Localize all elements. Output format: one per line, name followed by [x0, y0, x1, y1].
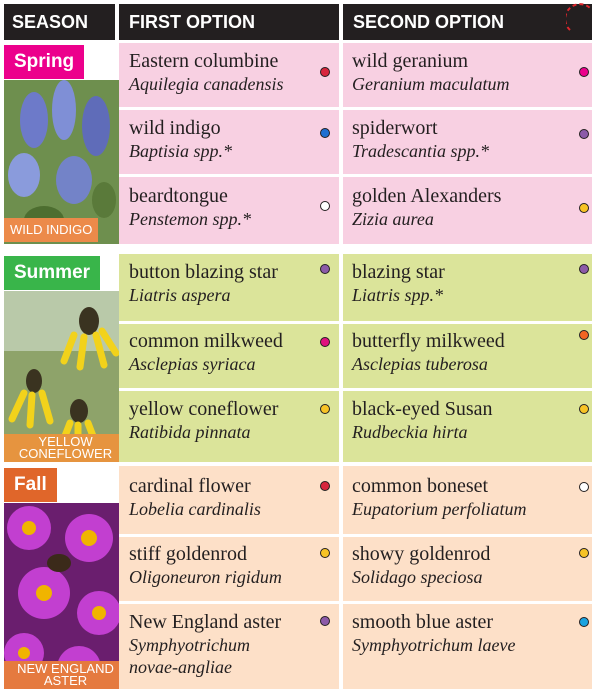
row-divider — [119, 321, 592, 324]
row-divider — [119, 534, 592, 537]
plant-cell-first — [129, 610, 281, 678]
common-name: wild geranium — [352, 50, 469, 72]
plant-cell-second — [352, 397, 493, 443]
header-season — [4, 4, 115, 40]
bloom-color-dot — [320, 67, 330, 77]
bloom-color-dot — [579, 482, 589, 492]
common-name: New England aster — [129, 611, 282, 633]
season-spring — [4, 43, 119, 244]
plant-cell-second — [352, 542, 490, 588]
column-divider — [339, 40, 343, 689]
header-second-option — [343, 4, 592, 40]
scientific-name: Geranium maculatum — [352, 74, 510, 94]
plant-cell-second — [352, 610, 515, 656]
scientific-name: Symphyotrichum — [129, 635, 250, 655]
scientific-name: Lobelia cardinalis — [129, 499, 261, 519]
bloom-color-dot — [320, 337, 330, 347]
common-name: common milkweed — [129, 330, 283, 352]
plant-cell-first — [129, 542, 282, 588]
common-name: golden Alexanders — [352, 185, 502, 207]
scientific-name: Liatris spp.* — [352, 285, 444, 305]
season-label-fall: Fall — [4, 468, 57, 502]
common-name: black-eyed Susan — [352, 398, 493, 420]
common-name: common boneset — [352, 475, 489, 497]
header-season-label: SEASON — [12, 12, 89, 32]
plant-cell-second — [352, 329, 505, 375]
bloom-color-dot — [579, 548, 589, 558]
plant-cell-first — [129, 329, 283, 375]
bloom-color-dot — [320, 548, 330, 558]
header-first-option — [119, 4, 339, 40]
plant-cell-second — [352, 116, 489, 162]
common-name: beardtongue — [129, 185, 228, 207]
bloom-color-dot — [320, 481, 330, 491]
scientific-name: Asclepias tuberosa — [352, 354, 488, 374]
season-label-spring: Spring — [4, 45, 84, 79]
row-divider — [119, 107, 592, 110]
bloom-color-dot — [579, 203, 589, 213]
scientific-name: Aquilegia canadensis — [129, 74, 284, 94]
bloom-color-dot — [579, 617, 589, 627]
bloom-color-dot — [579, 67, 589, 77]
plant-cell-first — [129, 116, 232, 162]
corner-arc-icon — [566, 2, 592, 36]
scientific-name: Liatris aspera — [129, 285, 231, 305]
header-first-label: FIRST OPTION — [129, 12, 255, 32]
scientific-name: Tradescantia spp.* — [352, 141, 490, 161]
common-name: stiff goldenrod — [129, 543, 247, 565]
row-divider — [119, 388, 592, 391]
scientific-name: Baptisia spp.* — [129, 141, 233, 161]
scientific-name: Solidago speciosa — [352, 567, 483, 587]
bloom-color-dot — [320, 616, 330, 626]
scientific-name: Eupatorium perfoliatum — [352, 499, 527, 519]
plant-cell-second — [352, 260, 445, 306]
common-name: showy goldenrod — [352, 543, 491, 565]
common-name: button blazing star — [129, 261, 278, 283]
photo-caption-new-england-aster — [4, 661, 119, 689]
plant-cell-first — [129, 474, 261, 520]
scientific-name: Asclepias syriaca — [129, 354, 256, 374]
row-divider — [0, 244, 592, 254]
common-name: butterfly milkweed — [352, 330, 505, 352]
common-name: spiderwort — [352, 117, 438, 139]
scientific-name: Ratibida pinnata — [129, 422, 251, 442]
row-divider — [119, 601, 592, 604]
bloom-color-dot — [320, 264, 330, 274]
common-name: cardinal flower — [129, 475, 251, 497]
plant-cell-second — [352, 184, 501, 230]
common-name: yellow coneflower — [129, 398, 279, 420]
common-name: blazing star — [352, 261, 445, 283]
scientific-name: Symphyotrichum laeve — [352, 635, 516, 655]
plant-cell-second — [352, 474, 527, 520]
bloom-color-dot — [320, 201, 330, 211]
plant-cell-first — [129, 397, 278, 443]
season-summer — [4, 254, 119, 462]
row-divider — [0, 462, 592, 466]
bloom-color-dot — [320, 404, 330, 414]
bloom-color-dot — [579, 404, 589, 414]
season-fall — [4, 466, 119, 689]
bloom-color-dot — [579, 264, 589, 274]
photo-caption-yellow-coneflower: YELLOW CONEFLOWER — [4, 434, 119, 462]
header-second-label: SECOND OPTION — [353, 12, 505, 32]
bloom-color-dot — [320, 128, 330, 138]
scientific-name: Oligoneuron rigidum — [129, 567, 282, 587]
scientific-name: Zizia aurea — [352, 209, 434, 229]
plant-cell-first — [129, 49, 283, 95]
plant-cell-first — [129, 260, 278, 306]
season-label-summer: Summer — [4, 256, 100, 290]
scientific-name-line-2: novae-angliae — [129, 657, 232, 677]
common-name: Eastern columbine — [129, 50, 279, 72]
bloom-color-dot — [579, 330, 589, 340]
row-divider — [119, 174, 592, 177]
caption-text: NEW ENGLAND ASTER — [17, 661, 114, 688]
plant-cell-first — [129, 184, 251, 230]
table-header — [0, 0, 592, 40]
scientific-name: Rudbeckia hirta — [352, 422, 468, 442]
common-name: smooth blue aster — [352, 611, 494, 633]
scientific-name: Penstemon spp.* — [129, 209, 251, 229]
bloom-color-dot — [579, 129, 589, 139]
plant-cell-second — [352, 49, 509, 95]
common-name: wild indigo — [129, 117, 221, 139]
photo-caption-wild-indigo: WILD INDIGO — [4, 218, 98, 242]
